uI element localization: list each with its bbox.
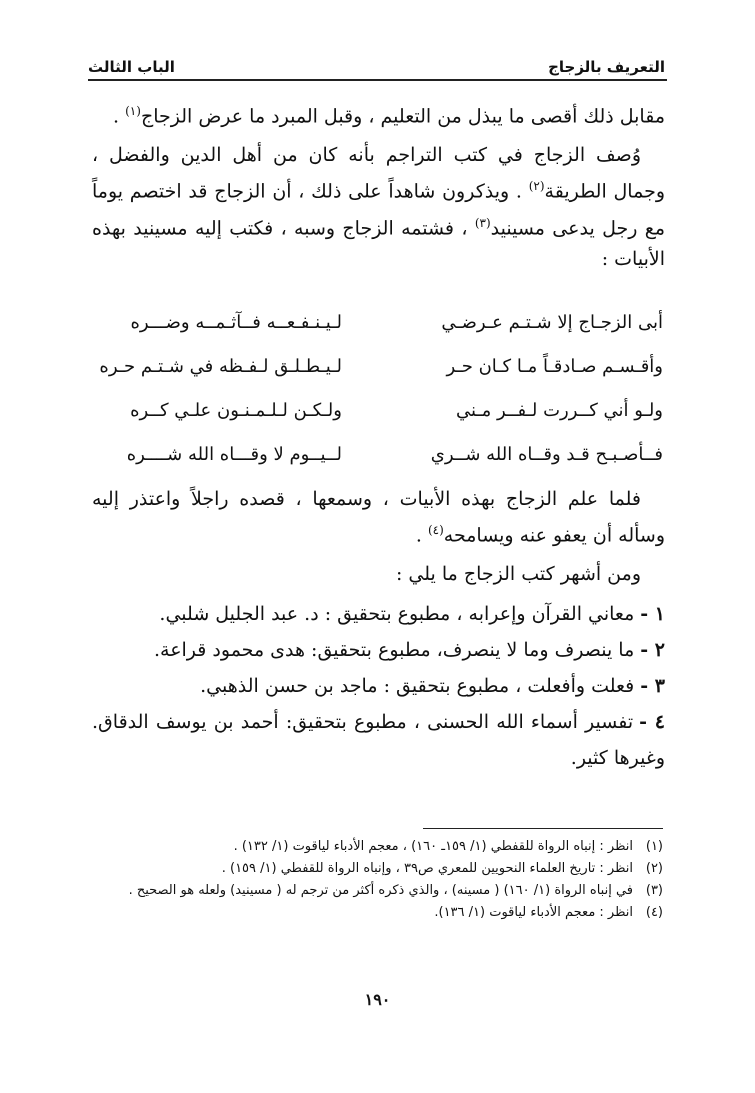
paragraph-3-tail: . bbox=[415, 524, 428, 547]
list-item bbox=[92, 596, 665, 632]
footnote bbox=[92, 902, 663, 924]
footnote-ref-3: (٣) bbox=[474, 215, 491, 230]
footnote-ref-4: (٤) bbox=[427, 523, 444, 537]
paragraph-2-end: ، فشتمه الزجاج وسبه ، فكتب إليه مسينيد بهذه الأبيات : bbox=[92, 216, 665, 270]
footnote-number: (١) bbox=[645, 839, 663, 854]
poem-verse bbox=[92, 432, 663, 476]
paragraph-2-tail: . ويذكرون شاهداً على ذلك ، أن الزجاج قد اختصم يوماً مع رجل يدعى مسينيد bbox=[92, 180, 665, 239]
list-item bbox=[92, 668, 665, 704]
footnote bbox=[92, 836, 663, 858]
page-number: ١٩٠ bbox=[364, 990, 391, 1009]
list-item-text: معاني القرآن وإعرابه ، مطبوع بتحقيق : د. عبد الجليل شلبي. bbox=[159, 603, 635, 625]
verse-second-hemistich: لـيـطـلـق لـفـظه في شـتـم حـره bbox=[99, 355, 342, 377]
list-item-number: ٣ - bbox=[640, 675, 665, 697]
list-item bbox=[92, 704, 665, 776]
verse-second-hemistich: ولـكـن لـلـمـنـون علـي كــره bbox=[130, 399, 342, 421]
list-item-number: ١ - bbox=[640, 603, 665, 625]
body-text-middle bbox=[92, 484, 665, 590]
list-item-text: تفسير أسماء الله الحسنى ، مطبوع بتحقيق: أحمد بن يوسف الدقاق. وغيرها كثير. bbox=[92, 711, 665, 769]
paragraph-3-text: فلما علم الزجاج بهذه الأبيات ، وسمعها ، قصده راجلاً واعتذر إليه وسأله أن يعفو عنه ويسامحه bbox=[92, 488, 665, 547]
verse-second-hemistich: لـيـنـفـعــه فــآثـمــه وضـــره bbox=[130, 311, 342, 333]
books-list bbox=[92, 596, 665, 776]
list-item-number: ٤ - bbox=[639, 711, 665, 733]
footnote-number: (٤) bbox=[645, 905, 663, 920]
paragraph-1-tail: . bbox=[113, 105, 126, 128]
footnote-text: انظر : تاريخ العلماء النحويين للمعري ص٣٩ ، وإنباه الرواة للقفطي (١/ ١٥٩) . bbox=[221, 861, 633, 876]
verse-second-hemistich: لــيــوم لا وقـــاه الله شــــره bbox=[126, 443, 342, 465]
poem bbox=[92, 300, 663, 476]
verse-first-hemistich: فــأصـبـح قـد وقــاه الله شــري bbox=[430, 443, 663, 465]
poem-verse bbox=[92, 344, 663, 388]
list-item-number: ٢ - bbox=[640, 639, 665, 661]
list-item-text: ما ينصرف وما لا ينصرف، مطبوع بتحقيق: هدى محمود قراعة. bbox=[153, 639, 635, 661]
footnote bbox=[92, 858, 663, 880]
paragraph-1 bbox=[92, 96, 665, 132]
footnote-ref-1: (١) bbox=[125, 104, 141, 118]
running-head bbox=[88, 46, 665, 76]
books-intro: ومن أشهر كتب الزجاج ما يلي : bbox=[395, 563, 641, 586]
verse-first-hemistich: وأقـسـم صـادقـاً مـا كـان حـر bbox=[446, 355, 663, 377]
list-item-text: فعلت وأفعلت ، مطبوع بتحقيق : ماجد بن حسن الذهبي. bbox=[200, 675, 635, 697]
verse-first-hemistich: أبى الزجـاج إلا شـتـم عـرضـي bbox=[441, 311, 663, 333]
chapter-title: الباب الثالث bbox=[88, 58, 175, 76]
footnote-text: انظر : إنباه الرواة للقفطي (١/ ١٥٩ـ ١٦٠) ، معجم الأدباء لياقوت (١/ ١٣٢) . bbox=[233, 839, 633, 854]
footnote-divider bbox=[423, 828, 663, 829]
list-item bbox=[92, 632, 665, 668]
paragraph-3 bbox=[92, 484, 665, 551]
footnotes bbox=[92, 836, 663, 924]
footnote-number: (٣) bbox=[645, 883, 663, 898]
footnote-text: في إنباه الرواة (١/ ١٦٠) ( مسينه) ، والذي ذكره أكثر من ترجم له ( مسينيد) ولعله هو الصحيح . bbox=[128, 883, 633, 898]
paragraph-2 bbox=[92, 140, 665, 275]
chapter-topic-title: التعريف بالزجاج bbox=[548, 58, 665, 76]
paragraph-1-text: مقابل ذلك أقصى ما يبذل من التعليم ، وقبل المبرد ما عرض الزجاج bbox=[140, 105, 665, 128]
footnote bbox=[92, 880, 663, 902]
verse-first-hemistich: ولـو أني كــررت لـفــر مـني bbox=[455, 399, 663, 421]
footnote-ref-2: (٢) bbox=[528, 179, 545, 194]
header-divider bbox=[88, 79, 667, 81]
footnote-number: (٢) bbox=[645, 861, 663, 876]
footnote-text: انظر : معجم الأدباء لياقوت (١/ ١٣٦). bbox=[434, 905, 633, 920]
body-text-top bbox=[92, 96, 665, 275]
poem-verse bbox=[92, 300, 663, 344]
poem-verse bbox=[92, 388, 663, 432]
paragraph-2-text: وُصف الزجاج في كتب التراجم بأنه كان من أهل الدين والفضل ، وجمال الطريقة bbox=[92, 144, 665, 203]
